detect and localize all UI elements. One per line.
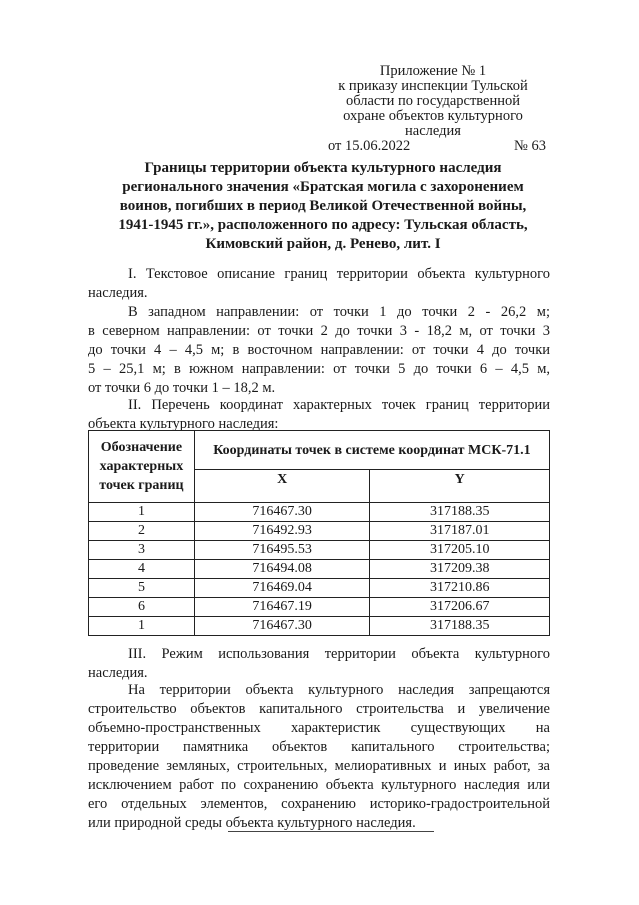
table-row [89, 579, 550, 598]
table-row [89, 503, 550, 522]
section-1-heading [88, 265, 550, 303]
y-cell: 317210.86 [370, 579, 550, 598]
x-cell: 716469.04 [194, 579, 370, 598]
text-line: исключением работ по сохранению объекта культурного наследия или [88, 777, 550, 793]
title-line: Кимовский район, д. Ренево, лит. I [205, 236, 441, 252]
appendix-line: охране объектов культурного [343, 108, 523, 124]
x-cell: 716467.19 [194, 598, 370, 617]
text-line: В западном направлении: от точки 1 до точки 2 - 26,2 м; [128, 304, 550, 320]
order-date: от 15.06.2022 [328, 138, 411, 154]
y-cell: 317206.67 [370, 598, 550, 617]
table-row [89, 541, 550, 560]
title-line: Границы территории объекта культурного наследия [144, 160, 502, 176]
point-cell: 4 [89, 560, 195, 579]
x-cell: 716495.53 [194, 541, 370, 560]
appendix-header [318, 64, 548, 154]
section-3-heading [88, 645, 550, 683]
y-cell: 317209.38 [370, 560, 550, 579]
appendix-dateline [318, 139, 548, 154]
coordinates-group-header: Координаты точек в системе координат МСК-71.1 [194, 431, 549, 470]
text-line: строительство объектов капитального строительства и увеличение [88, 701, 550, 717]
title-line: воинов, погибших в период Великой Отечественной войны, [119, 198, 527, 214]
text-line: II. Перечень координат характерных точек границ территории [128, 397, 550, 413]
x-cell: 716494.08 [194, 560, 370, 579]
table-row [89, 560, 550, 579]
point-cell: 1 [89, 617, 195, 636]
title-line: регионального значения «Братская могила с захоронением [122, 179, 524, 195]
text-line: наследия. [88, 285, 148, 301]
point-cell: 5 [89, 579, 195, 598]
text-line: наследия. [88, 665, 148, 681]
table-row [89, 598, 550, 617]
point-cell: 2 [89, 522, 195, 541]
point-column-header: Обозначение характерных точек границ [89, 431, 195, 503]
point-cell: 1 [89, 503, 195, 522]
y-cell: 317188.35 [370, 617, 550, 636]
text-line: На территории объекта культурного наследия запрещаются [128, 682, 550, 698]
y-cell: 317205.10 [370, 541, 550, 560]
text-line: до точки 4 – 4,5 м; в восточном направлении: от точки 4 до точки [88, 342, 550, 358]
text-line: 5 – 25,1 м; в южном направлении: от точки 5 до точки 6 – 4,5 м, [88, 361, 550, 377]
appendix-line: Приложение № 1 [379, 63, 487, 79]
x-cell: 716492.93 [194, 522, 370, 541]
document-title [88, 159, 558, 254]
text-line: его отдельных элементов, сохранению историко-градостроительной [88, 796, 550, 812]
appendix-line: наследия [405, 123, 461, 139]
point-cell: 6 [89, 598, 195, 617]
title-line: 1941-1945 гг.», расположенного по адресу: Тульская область, [118, 217, 528, 233]
text-line: от точки 6 до точки 1 – 18,2 м. [88, 380, 276, 396]
y-column-header: Y [370, 470, 550, 503]
y-cell: 317188.35 [370, 503, 550, 522]
appendix-line: области по государственной [345, 93, 521, 109]
appendix-line: к приказу инспекции Тульской [338, 78, 528, 94]
order-number: № 63 [514, 138, 546, 154]
regime-paragraph [88, 681, 550, 833]
closing-divider [228, 831, 434, 832]
point-cell: 3 [89, 541, 195, 560]
text-line: территории памятника объектов капитального строительства; [88, 739, 550, 755]
text-line: объекта культурного наследия: [88, 416, 279, 432]
coordinates-table [88, 430, 550, 636]
section-2-heading [88, 396, 550, 434]
x-column-header: X [194, 470, 370, 503]
text-line: проведение земляных, строительных, мелиоративных и иных работ, за [88, 758, 550, 774]
x-cell: 716467.30 [194, 617, 370, 636]
text-line: III. Режим использования территории объекта культурного [128, 646, 550, 662]
x-cell: 716467.30 [194, 503, 370, 522]
text-line: или природной среды объекта культурного наследия. [88, 815, 416, 831]
table-row [89, 617, 550, 636]
text-line: I. Текстовое описание границ территории объекта культурного [128, 266, 550, 282]
table-row [89, 522, 550, 541]
directions-paragraph [88, 303, 550, 398]
y-cell: 317187.01 [370, 522, 550, 541]
text-line: в северном направлении: от точки 2 до точки 3 - 18,2 м, от точки 3 [88, 323, 550, 339]
text-line: объемно-пространственных характеристик существующих на [88, 720, 550, 736]
